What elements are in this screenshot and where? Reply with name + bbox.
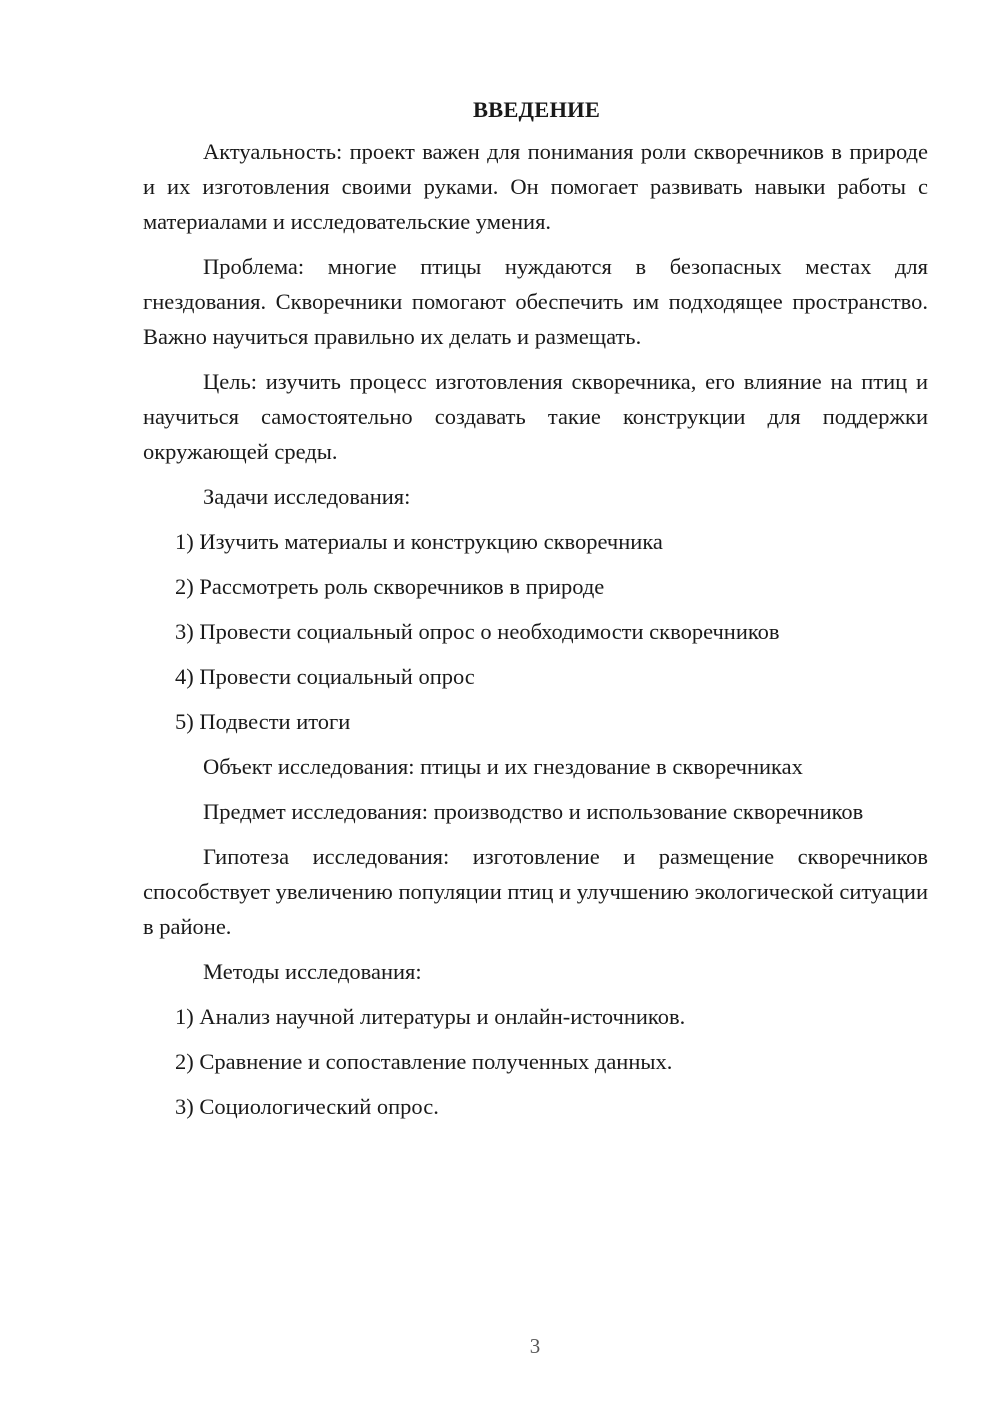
methods-heading: Методы исследования: [203, 959, 422, 984]
subject-paragraph: Предмет исследования: производство и использование скворечников [203, 799, 864, 824]
task-item-3: 3) Провести социальный опрос о необходимости скворечников [175, 619, 780, 644]
relevance-paragraph: Актуальность: проект важен для понимания роли скворечников в природе и их изготовления своими руками. Он помогает развивать навыки работы с материалами и исследовательские умения. [143, 139, 928, 234]
task-item-1: 1) Изучить материалы и конструкцию скворечника [175, 529, 663, 554]
page-number: 3 [529, 1334, 541, 1358]
hypothesis-paragraph: Гипотеза исследования: изготовление и размещение скворечников способствует увеличению популяции птиц и улучшению экологической ситуации в районе. [143, 844, 928, 939]
task-item-4: 4) Провести социальный опрос [175, 664, 475, 689]
document-body [143, 96, 928, 1134]
task-item-5: 5) Подвести итоги [175, 709, 351, 734]
task-item-2: 2) Рассмотреть роль скворечников в природе [175, 574, 605, 599]
tasks-heading: Задачи исследования: [203, 484, 411, 509]
problem-paragraph: Проблема: многие птицы нуждаются в безопасных местах для гнездования. Скворечники помогают обеспечить им подходящее пространство. Важно научиться правильно их делать и размещать. [143, 254, 928, 349]
method-item-3: 3) Социологический опрос. [175, 1094, 439, 1119]
page-title: ВВЕДЕНИЕ [472, 97, 601, 122]
method-item-1: 1) Анализ научной литературы и онлайн-источников. [175, 1004, 686, 1029]
method-item-2: 2) Сравнение и сопоставление полученных данных. [175, 1049, 673, 1074]
goal-paragraph: Цель: изучить процесс изготовления скворечника, его влияние на птиц и научиться самостоятельно создавать такие конструкции для поддержки окружающей среды. [143, 369, 928, 464]
object-paragraph: Объект исследования: птицы и их гнездование в скворечниках [203, 754, 803, 779]
